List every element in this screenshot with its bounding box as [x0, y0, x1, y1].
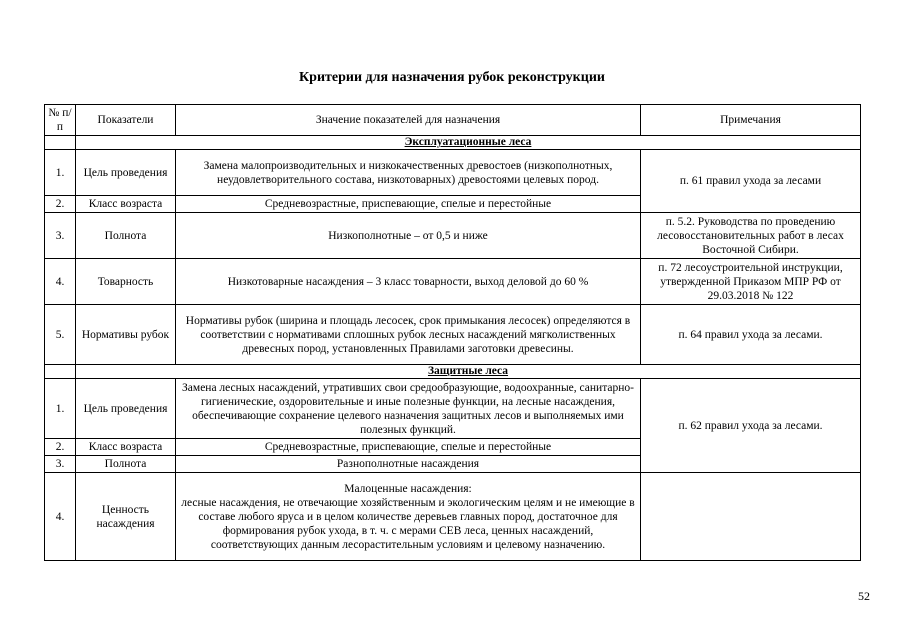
- row-note: п. 61 правил ухода за лесами: [641, 150, 861, 213]
- row-indicator: Полнота: [76, 456, 176, 473]
- table-row: [45, 259, 861, 305]
- row-num: 4.: [45, 259, 76, 305]
- section-row: [45, 136, 861, 150]
- header-notes: Примечания: [641, 105, 861, 136]
- row-value: Замена лесных насаждений, утративших свои средообразующие, водоохранные, санитарно-гигиенические, оздоровительные и иные полезные функции, на лесные насаждения, обеспечивающие сохранение целевого назначения защитных лесов и выполняемых ими полезных функций.: [176, 379, 641, 439]
- header-value: Значение показателей для назначения: [176, 105, 641, 136]
- row-indicator: Цель проведения: [76, 150, 176, 196]
- criteria-table: [44, 104, 861, 561]
- row-note-empty: [641, 473, 861, 561]
- table-row: [45, 305, 861, 365]
- row-value: Средневозрастные, приспевающие, спелые и перестойные: [176, 196, 641, 213]
- row-num: 3.: [45, 213, 76, 259]
- row-num: 4.: [45, 473, 76, 561]
- row-indicator: Класс возраста: [76, 439, 176, 456]
- row-value-heading: Малоценные насаждения:: [344, 482, 472, 495]
- table-row: [45, 473, 861, 561]
- row-note: п. 72 лесоустроительной инструкции, утвержденной Приказом МПР РФ от 29.03.2018 № 122: [641, 259, 861, 305]
- row-indicator: Цель проведения: [76, 379, 176, 439]
- section-title: Эксплуатационные леса: [76, 136, 861, 150]
- row-value: Средневозрастные, приспевающие, спелые и перестойные: [176, 439, 641, 456]
- section-blank-cell: [45, 136, 76, 150]
- row-num: 5.: [45, 305, 76, 365]
- row-indicator: Ценность насаждения: [76, 473, 176, 561]
- row-num: 2.: [45, 196, 76, 213]
- table-header-row: [45, 105, 861, 136]
- row-value: Разнополнотные насаждения: [176, 456, 641, 473]
- row-num: 2.: [45, 439, 76, 456]
- row-value: Низкополнотные – от 0,5 и ниже: [176, 213, 641, 259]
- row-value: Низкотоварные насаждения – 3 класс товарности, выход деловой до 60 %: [176, 259, 641, 305]
- row-indicator: Нормативы рубок: [76, 305, 176, 365]
- header-num: № п/п: [45, 105, 76, 136]
- row-value: [176, 473, 641, 561]
- row-value: Замена малопроизводительных и низкокачественных древостоев (низкополнотных, неудовлетворительного состава, низкотоварных) древостоями целевых пород.: [176, 150, 641, 196]
- row-note: п. 5.2. Руководства по проведению лесовосстановительных работ в лесах Восточной Сибири.: [641, 213, 861, 259]
- row-value: Нормативы рубок (ширина и площадь лесосек, срок примыкания лесосек) определяются в соответствии с нормативами сплошных рубок лесных насаждений мягколиственных древесных пород, установленных Правилами заготовки древесины.: [176, 305, 641, 365]
- table-row: [45, 150, 861, 196]
- section-title: Защитные леса: [76, 365, 861, 379]
- section-blank-cell: [45, 365, 76, 379]
- section-row: [45, 365, 861, 379]
- row-note: п. 62 правил ухода за лесами.: [641, 379, 861, 473]
- header-indicator: Показатели: [76, 105, 176, 136]
- row-indicator: Полнота: [76, 213, 176, 259]
- row-indicator: Класс возраста: [76, 196, 176, 213]
- row-indicator: Товарность: [76, 259, 176, 305]
- row-note: п. 64 правил ухода за лесами.: [641, 305, 861, 365]
- page-title: Критерии для назначения рубок реконструкции: [299, 70, 605, 85]
- table-row: [45, 213, 861, 259]
- table-row: [45, 379, 861, 439]
- page-number: 52: [858, 589, 870, 603]
- row-value-text: лесные насаждения, не отвечающие хозяйственным и экологическим целям и не имеющие в составе любого яруса и в целом количестве деревьев главных пород, достаточное для формирования рубок ухода, в т. ч. с мерами СЕВ леса, ценных насаждений, соответствующих данным лесорастительным условиям и целевому назначению.: [181, 496, 635, 551]
- row-num: 1.: [45, 379, 76, 439]
- row-num: 1.: [45, 150, 76, 196]
- row-num: 3.: [45, 456, 76, 473]
